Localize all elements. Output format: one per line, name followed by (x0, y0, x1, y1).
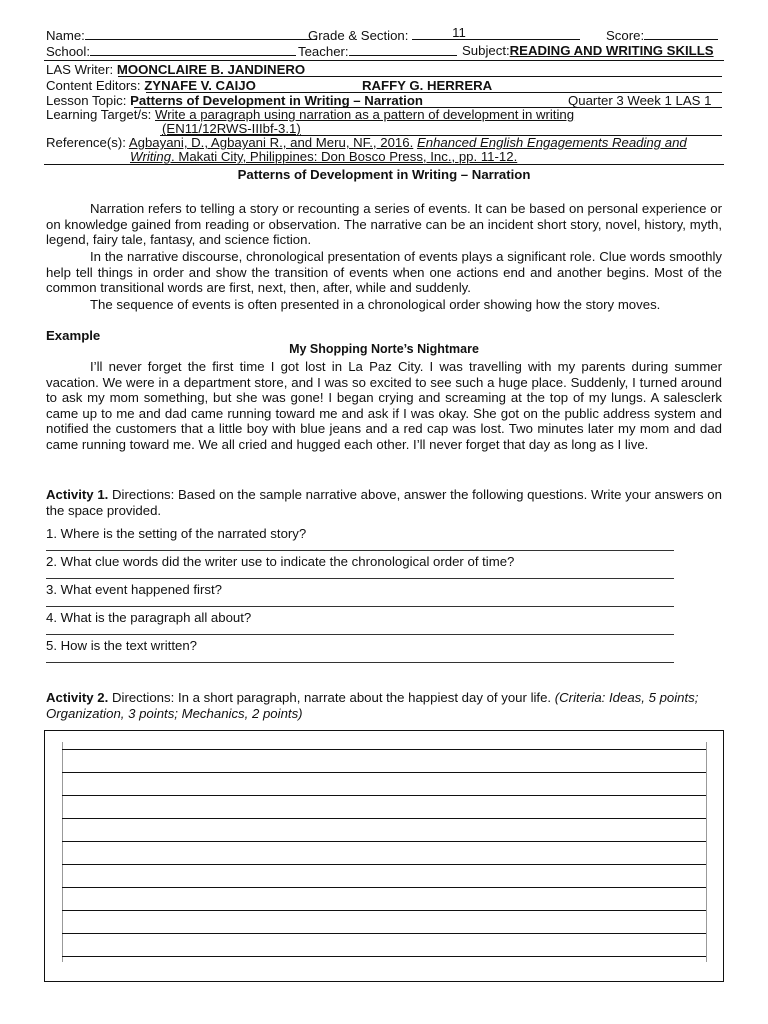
reference-title-1: Enhanced English Engagements Reading and (416, 135, 687, 150)
target-code: (EN11/12RWS-IIIbf-3.1) (162, 121, 301, 136)
writing-margin-left (62, 742, 63, 962)
score-label: Score: (606, 28, 645, 43)
reference-label: Reference(s): (46, 135, 126, 150)
score-row (606, 27, 718, 44)
activity1-text: Directions: Based on the sample narrative above, answer the following questions. Write your answers on the space provided. (46, 487, 722, 518)
reference-divider (44, 164, 724, 165)
grade-field[interactable] (412, 27, 580, 40)
writing-line[interactable] (62, 749, 706, 750)
name-row (46, 27, 317, 44)
grade-value: 11 (452, 25, 466, 40)
reference-rest: . Makati City, Philippines: Don Bosco Press, Inc., pp. 11-12. (171, 149, 518, 164)
school-row (46, 43, 296, 60)
las-writer-underline (118, 76, 722, 77)
subject-row (462, 43, 714, 59)
answer-line-3[interactable] (46, 606, 674, 607)
question-3: 3. What event happened first? (46, 582, 222, 597)
target-value: Write a paragraph using narration as a pattern of development in writing (155, 107, 575, 122)
question-1: 1. Where is the setting of the narrated story? (46, 526, 307, 541)
topic-value: Patterns of Development in Writing – Narration (130, 93, 423, 108)
reference-row-2 (130, 149, 517, 165)
teacher-row (298, 43, 457, 60)
teacher-label: Teacher: (298, 44, 349, 59)
question-4: 4. What is the paragraph all about? (46, 610, 252, 625)
las-writer-value: MOONCLAIRE B. JANDINERO (116, 62, 306, 77)
lesson-paragraph-2: In the narrative discourse, chronological presentation of events plays a significant role. Clue words smoothly help tell things in order and show the transition of events when one actions end and another begins. Most of the common transitional words are first, next, then, after, while and suddenly. (46, 249, 722, 296)
lesson-title: Patterns of Development in Writing – Narration (237, 167, 531, 182)
reference-title-2: Writing (130, 149, 172, 164)
lesson-paragraph-1: Narration refers to telling a story or recounting a series of events. It can be based on personal experience or on knowledge gained from reading or observation. The narrative can be an incident short story, novel, history, myth, legend, fairy tale, fantasy, and science fiction. (46, 201, 722, 248)
activity1-directions (46, 487, 722, 518)
topic-label: Lesson Topic: (46, 93, 127, 108)
writing-line[interactable] (62, 795, 706, 796)
activity2-text: Directions: In a short paragraph, narrate about the happiest day of your life. (111, 690, 552, 705)
writing-line[interactable] (62, 956, 706, 957)
answer-line-5[interactable] (46, 662, 674, 663)
score-field[interactable] (644, 27, 718, 40)
answer-line-4[interactable] (46, 634, 674, 635)
school-label: School: (46, 44, 90, 59)
writing-line[interactable] (62, 818, 706, 819)
story-text: I’ll never forget the first time I got lost in La Paz City. I was travelling with my parents during summer vacation. We were in a department store, and I was so excited to see such a huge place. Suddenly, I turned around to ask my mom something, but she was gone! I began crying and screaming at the top of my lungs. A salesclerk came up to me and dad came running toward me and ask if I was okay. She got on the public address system and notified the customers that a little boy with blue jeans and a red cap was lost. Two minutes later my mom and dad came running toward me. We all cried and hugged each other. I’ll never forget that day as long as I live. (46, 359, 722, 452)
target-row (46, 107, 574, 123)
answer-line-1[interactable] (46, 550, 674, 551)
teacher-field[interactable] (349, 43, 457, 56)
subject-label: Subject: (462, 43, 510, 58)
question-2: 2. What clue words did the writer use to indicate the chronological order of time? (46, 554, 515, 569)
question-5: 5. How is the text written? (46, 638, 197, 653)
editors-label: Content Editors: (46, 78, 141, 93)
editor-2: RAFFY G. HERRERA (362, 78, 493, 93)
target-label: Learning Target/s: (46, 107, 152, 122)
answer-line-2[interactable] (46, 578, 674, 579)
writing-margin-right (706, 742, 707, 962)
las-writer-label: LAS Writer: (46, 62, 114, 77)
writing-line[interactable] (62, 910, 706, 911)
writing-line[interactable] (62, 864, 706, 865)
header-divider (44, 60, 724, 61)
subject-value: READING AND WRITING SKILLS (509, 43, 714, 58)
lesson-paragraph-3: The sequence of events is often presented in a chronological order showing how the story moves. (90, 297, 661, 312)
activity1-label: Activity 1. (46, 487, 109, 502)
activity2-directions (46, 690, 722, 721)
editor-1: ZYNAFE V. CAIJO (144, 78, 256, 93)
writing-line[interactable] (62, 841, 706, 842)
writing-box[interactable] (44, 730, 724, 982)
story-title: My Shopping Norte’s Nightmare (289, 342, 479, 356)
writing-line[interactable] (62, 933, 706, 934)
grade-label: Grade & Section: (308, 28, 409, 43)
name-field[interactable] (85, 27, 317, 40)
reference-authors: Agbayani, D., Agbayani R., and Meru, NF., 2016. (128, 135, 414, 150)
writing-line[interactable] (62, 772, 706, 773)
writing-line[interactable] (62, 887, 706, 888)
grade-row (308, 27, 580, 44)
quarter-label: Quarter 3 Week 1 LAS 1 (568, 93, 712, 108)
activity2-label: Activity 2. (46, 690, 109, 705)
example-heading: Example (46, 328, 101, 343)
activity2-criteria: (Criteria: Ideas, 5 points; Organization, 3 points; Mechanics, 2 points) (46, 690, 699, 721)
name-label: Name: (46, 28, 85, 43)
school-field[interactable] (90, 43, 296, 56)
